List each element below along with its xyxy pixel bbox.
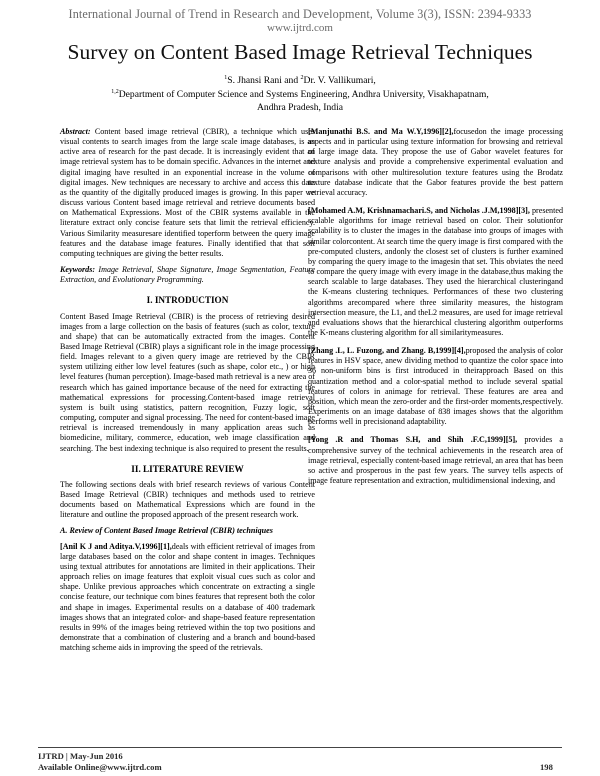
- reference-3-head: [Mohamed A.M, Krishnamachari.S, and Nicholas .J.M,1998][3],: [308, 206, 530, 216]
- right-column: [308, 127, 563, 486]
- keywords: [60, 265, 315, 285]
- affiliation-line-2: Andhra Pradesh, India: [256, 101, 344, 113]
- author-2-sup: 2: [300, 74, 304, 81]
- introduction-text: Content Based Image Retrieval (CBIR) is the process of retrieving desired images from a large collection on the basis of features (such as color, texture and shape) that can be automatically extracted from the images. Content Based Image Retrieval (CBIR) plays a significant role in the image processing field. Images relevant to a given query image are retrieved by the CBIR system utilizing either low level features (such as shape, color etc., ) or high level features (human perception). Image-based math retrieval is a new area of research which has gained importance because of the need for extracting the mathematical expressions for processing.Content-based image retrieval system is built using statistics, pattern recognition, Fuzzy logic, soft computing, computer and signal processing. The need for content-based image retrieval is increased tremendously in many application areas such as biomedicine, military, commerce, education, web image classification and searching. The best indexing technique is also required to present the results.: [60, 311, 315, 453]
- author-1: S. Jhansi Rani and: [227, 75, 301, 86]
- footer-divider: [38, 747, 562, 748]
- author-2: Dr. V. Vallikumari,: [303, 75, 376, 86]
- author-1-sup: 1: [224, 74, 228, 81]
- reference-paragraph-4: [308, 346, 563, 427]
- reference-4-head: [Zhang .L, L. Fuzong, and Zhang. B,1999][4],: [308, 346, 466, 356]
- literature-text: The following sections deals with brief research reviews of various Content Based Image Retrieval (CBIR) techniques and methods used to retrieve documents based on Mathematical Expressions which are found in the literature and outline the proposed approach of the present research work.: [60, 479, 315, 520]
- reference-1-head: [Anil K J and Aditya.V,1996][1],: [60, 541, 172, 551]
- footer-issue: IJTRD | May-Jun 2016: [38, 751, 123, 761]
- reference-2-head: [Manjunathi B.S. and Ma W.Y,1996][2],: [308, 127, 454, 136]
- abstract: [60, 127, 315, 259]
- reference-2-text: focusedon the image processing aspects and in particular using texture information for browsing and retrieval of large image data. They propose the use of Gabor wavelet features for texture analysis and provide a comprehensive experimental evaluation and comparisons with other multiresolution texture features using the Brodatz texture database indicate that the Gabor features provide the best pattern retrieval accuracy.: [308, 127, 563, 197]
- keywords-label: Keywords:: [60, 265, 96, 275]
- journal-url: www.ijtrd.com: [267, 22, 333, 34]
- abstract-text: Content based image retrieval (CBIR), a technique which uses visual contents to search images from the large scale image databases, is an active area of research for the past decade. It is increasingly evident that an image retrieval system has to be domain specific. Advances in the internet and digital imaging have resulted in an exponential increase in the volume of digital images. New techniques are necessary to archive and access this data as the quantity of the digitally produced images is growing. In this paper we discuss various Content based image retrieval and retrieve documents based on Mathematical Expressions. Most of the CBIR systems available in the literature extract only concise feature sets that limit the retrieval efficiency. Various Similarity measuresare identified toperform between the query image features and the database image features. Finally identified that that soft computing techniques are giving the better results.: [60, 127, 315, 258]
- reference-paragraph-1: [60, 542, 315, 654]
- affiliation: [0, 89, 600, 114]
- reference-4-text: proposed the analysis of color features in HSV space, anew dividing method to quantize the color space into 36 non-uniform bins is first introduced in theirapproach Based on this quantization method and a color-spatial method to include several spatial features of colors in animage for retrieval. These features are area and position, which mean the zero-order and the first-order moments,respectively. Experiments on an image database of 838 images shows that the algorithm performs well in precisionand adaptability.: [308, 346, 563, 427]
- reference-3-text: presented scalable algorithms for image retrieval based on color. Their solutionfor scalability is to cluster the images in the database into groups of images with similar colorcontent. At search time the query image is first compared with the pre-computed clusters, andonly the closest set of clusters is further examined by comparing the query image to the imagesin that set. This obviates the need to compare the query image with every image in the database,thus making the search scalable to large databases. They used the hierarchical clusteringand the K-means clustering techniques. Performances of these two clustering algorithms arecompared where three similarity measures, the histogram intersection measure, the L1, and theL2 measures, are used for image retrieval and evaluations shows that the hierarchical clustering algorithm outperforms the K-means clustering algorithm for all similaritymeasures.: [308, 206, 563, 337]
- abstract-label: Abstract:: [60, 127, 91, 136]
- authors: [0, 75, 600, 86]
- left-column: [60, 127, 315, 653]
- reference-paragraph-5: [308, 435, 563, 486]
- reference-5-text: provides a comprehensive survey of the technical achievements in the research area of image retrieval, especially content-based image retrieval, an area that has been so active and prosperous in the past few years. The survey tells aspects of image feature representation and extraction, multidimensional indexing, and: [308, 435, 563, 485]
- keywords-text: Image Retrieval, Shape Signature, Image Segmentation, Feature Extraction, and Evolutionary Programming.: [60, 265, 315, 285]
- footer-available-online: Available Online@www.ijtrd.com: [38, 762, 162, 772]
- page-number: 198: [540, 762, 553, 772]
- reference-paragraph-3: [308, 206, 563, 338]
- affiliation-line-1: Department of Computer Science and Systems Engineering, Andhra University, Visakhapatnam,: [118, 89, 489, 100]
- reference-paragraph-2: [308, 127, 563, 198]
- introduction-heading: I. INTRODUCTION: [146, 295, 229, 306]
- reference-5-head: [Yong .R and Thomas S.H, and Shih .F.C,1999][5],: [308, 435, 518, 445]
- reference-1-text: deals with efficient retrieval of images from large databases based on the color and shape content in images. Techniques using textual attributes for annotations are limited in their applications. Their approach relies on image features that exploit visual cues such as color and shape. Unlike previous approaches which concentrate on extracting a single concise feature, our technique com bines features that represent both the color and shape in images. Experimental results on a database of 400 trademark images shows that an integrated color- and shape-based feature representation results in 99% of the images being retrieved within the top two positions and demonstrate that a combination of clustering and a branch and bound-based matching scheme aids in improving the speed of the retrievals.: [60, 541, 316, 653]
- paper-title: Survey on Content Based Image Retrieval Techniques: [67, 40, 533, 64]
- literature-heading: II. LITERATURE REVIEW: [131, 463, 244, 474]
- journal-header: International Journal of Trend in Research and Development, Volume 3(3), ISSN: 2394-9333: [68, 7, 532, 21]
- affiliation-sup: 1,2: [111, 88, 119, 95]
- review-subheading: A. Review of Content Based Image Retrieval (CBIR) techniques: [60, 526, 273, 536]
